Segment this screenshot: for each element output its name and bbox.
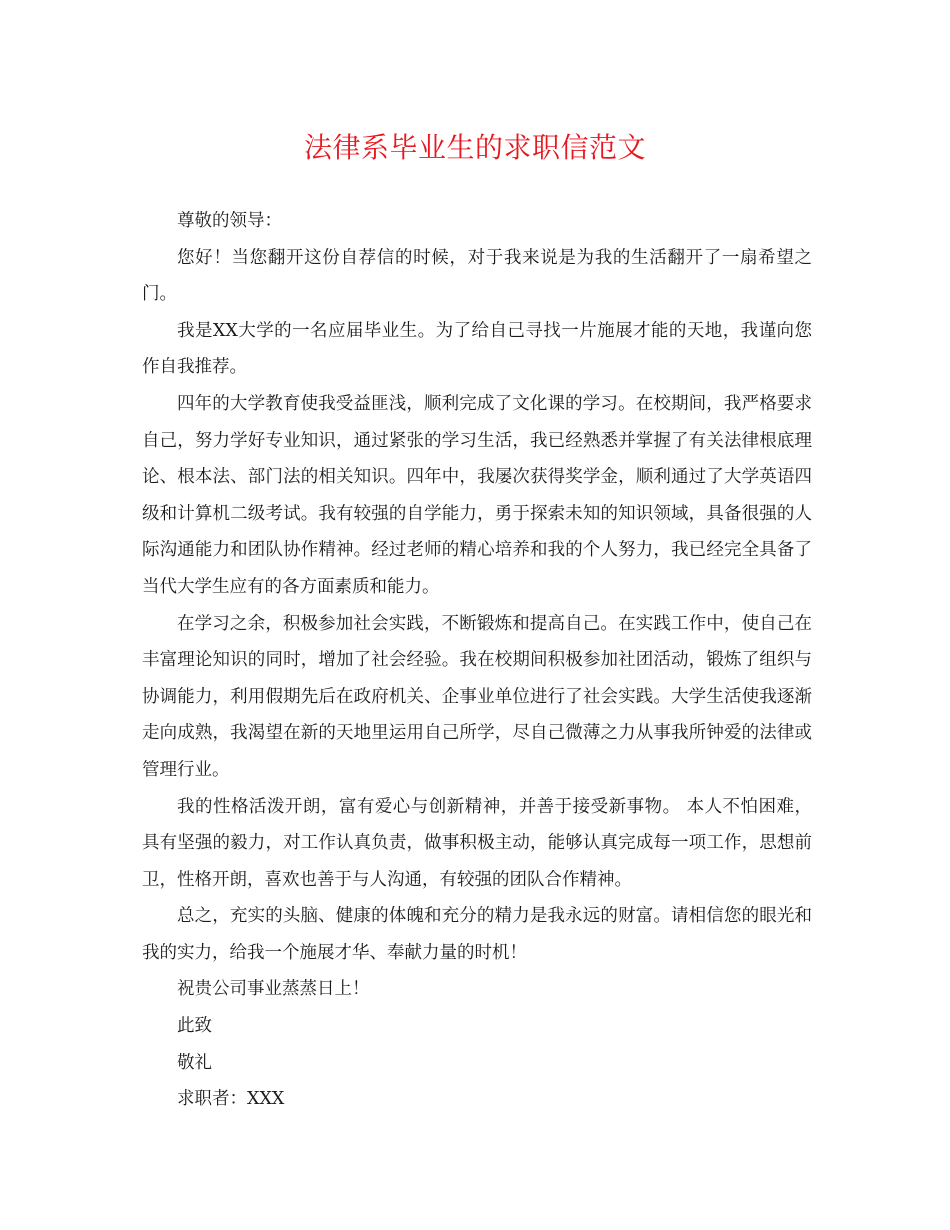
paragraph-greeting: 您好！当您翻开这份自荐信的时候，对于我来说是为我的生活翻开了一扇希望之门。: [142, 247, 812, 305]
salutation: 尊敬的领导：: [177, 211, 282, 231]
paragraph-introduction: 我是XX大学的一名应届毕业生。为了给自己寻找一片施展才能的天地，我谨向您作自我推荐。: [142, 320, 812, 378]
paragraph-practice: 在学习之余，积极参加社会实践，不断锻炼和提高自己。在实践工作中，使自己在丰富理论知识的同时，增加了社会经验。我在校期间积极参加社团活动，锻炼了组织与协调能力，利用假期先后在政府机关、企事业单位进行了社会实践。大学生活使我逐渐走向成熟，我渴望在新的天地里运用自己所学，尽自己微薄之力从事我所钟爱的法律或管理行业。: [142, 613, 812, 780]
paragraph-conclusion: 总之，充实的头脑、健康的体魄和充分的精力是我永远的财富。请相信您的眼光和我的实力，给我一个施展才华、奉献力量的时机！: [142, 906, 812, 963]
wish-line: 祝贵公司事业蒸蒸日上！: [177, 979, 370, 1000]
letter-body: [142, 203, 812, 1118]
document-title: 法律系毕业生的求职信范文: [303, 131, 646, 164]
signature: 求职者：XXX: [177, 1089, 285, 1110]
closing-line-2: 敬礼: [177, 1052, 212, 1073]
closing-line-1: 此致: [177, 1016, 212, 1037]
paragraph-education: 四年的大学教育使我受益匪浅，顺利完成了文化课的学习。在校期间，我严格要求自己，努力学好专业知识，通过紧张的学习生活，我已经熟悉并掌握了有关法律根底理论、根本法、部门法的相关知识。四年中，我屡次获得奖学金，顺利通过了大学英语四级和计算机二级考试。我有较强的自学能力，勇于探索未知的知识领域，具备很强的人际沟通能力和团队协作精神。经过老师的精心培养和我的个人努力，我已经完全具备了当代大学生应有的各方面素质和能力。: [142, 393, 812, 597]
paragraph-personality: 我的性格活泼开朗，富有爱心与创新精神，并善于接受新事物。 本人不怕困难，具有坚强的毅力，对工作认真负责，做事积极主动，能够认真完成每一项工作，思想前卫，性格开朗，喜欢也善于与人沟通，有较强的团队合作精神。: [142, 796, 812, 890]
